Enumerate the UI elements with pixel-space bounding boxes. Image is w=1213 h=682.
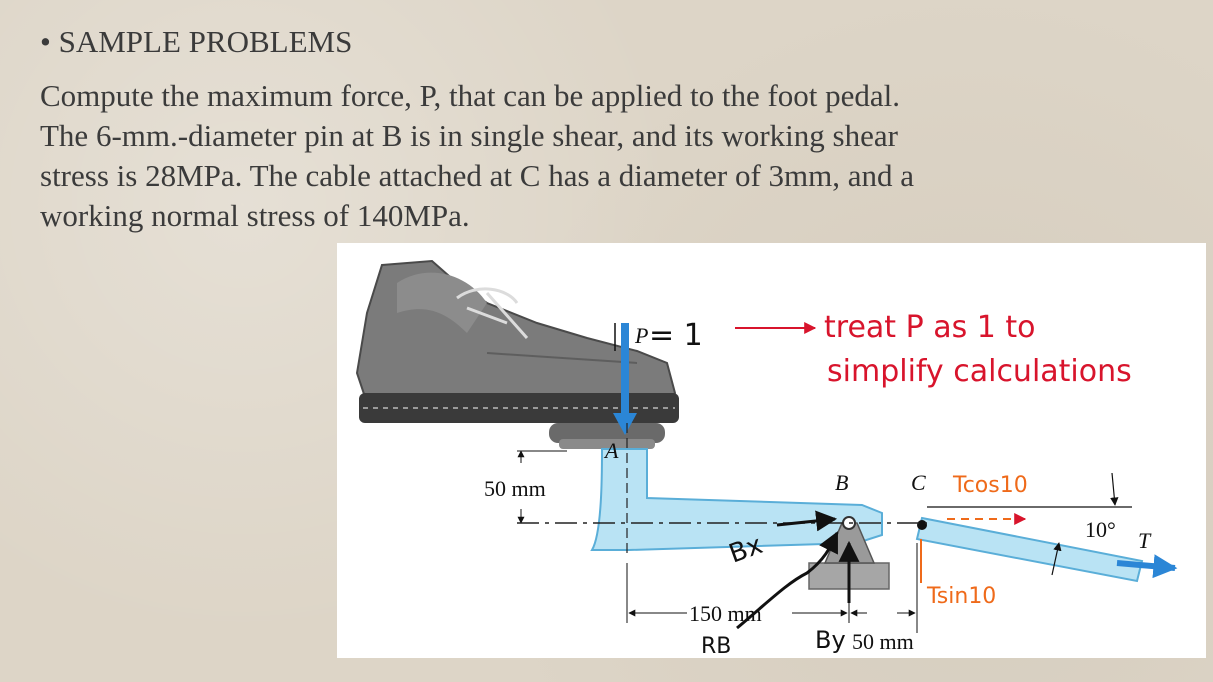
angle-label: 10° [1085, 517, 1116, 542]
dim-50-vertical-label: 50 mm [484, 476, 546, 501]
annotation-note-line1: treat P as 1 to [824, 310, 1036, 345]
annotation-rb: RB [701, 634, 732, 658]
force-p-shaft [621, 323, 629, 423]
annotation-by: By [815, 626, 846, 654]
annotation-tcos: Tcos10 [953, 473, 1028, 498]
annotation-tsin: Tsin10 [927, 584, 997, 609]
problem-statement [40, 76, 1190, 236]
annotation-note-line2: simplify calculations [827, 354, 1132, 389]
problem-line: The 6-mm.-diameter pin at B is in single shear, and its working shear [40, 118, 898, 153]
annotation-bx: Bx [725, 530, 767, 570]
problem-line: stress is 28MPa. The cable attached at C has a diameter of 3mm, and a [40, 158, 915, 193]
problem-line: Compute the maximum force, P, that can be applied to the foot pedal. [40, 78, 901, 113]
slide-heading: • SAMPLE PROBLEMS [40, 24, 353, 59]
problem-line: working normal stress of 140MPa. [40, 198, 470, 233]
annotation-p-value: = 1 [649, 318, 703, 353]
shoe-illustration [357, 261, 679, 423]
label-b: B [835, 470, 849, 495]
label-c: C [911, 470, 926, 495]
foot-pedal-diagram [337, 243, 1206, 658]
dim-150-label: 150 mm [689, 601, 762, 626]
label-t: T [1138, 528, 1151, 553]
point-c [917, 520, 927, 530]
label-p: P [635, 323, 649, 348]
foot-pedal-figure [337, 243, 1206, 658]
dim-50-horizontal-label: 50 mm [852, 629, 914, 654]
label-a: A [605, 438, 619, 463]
